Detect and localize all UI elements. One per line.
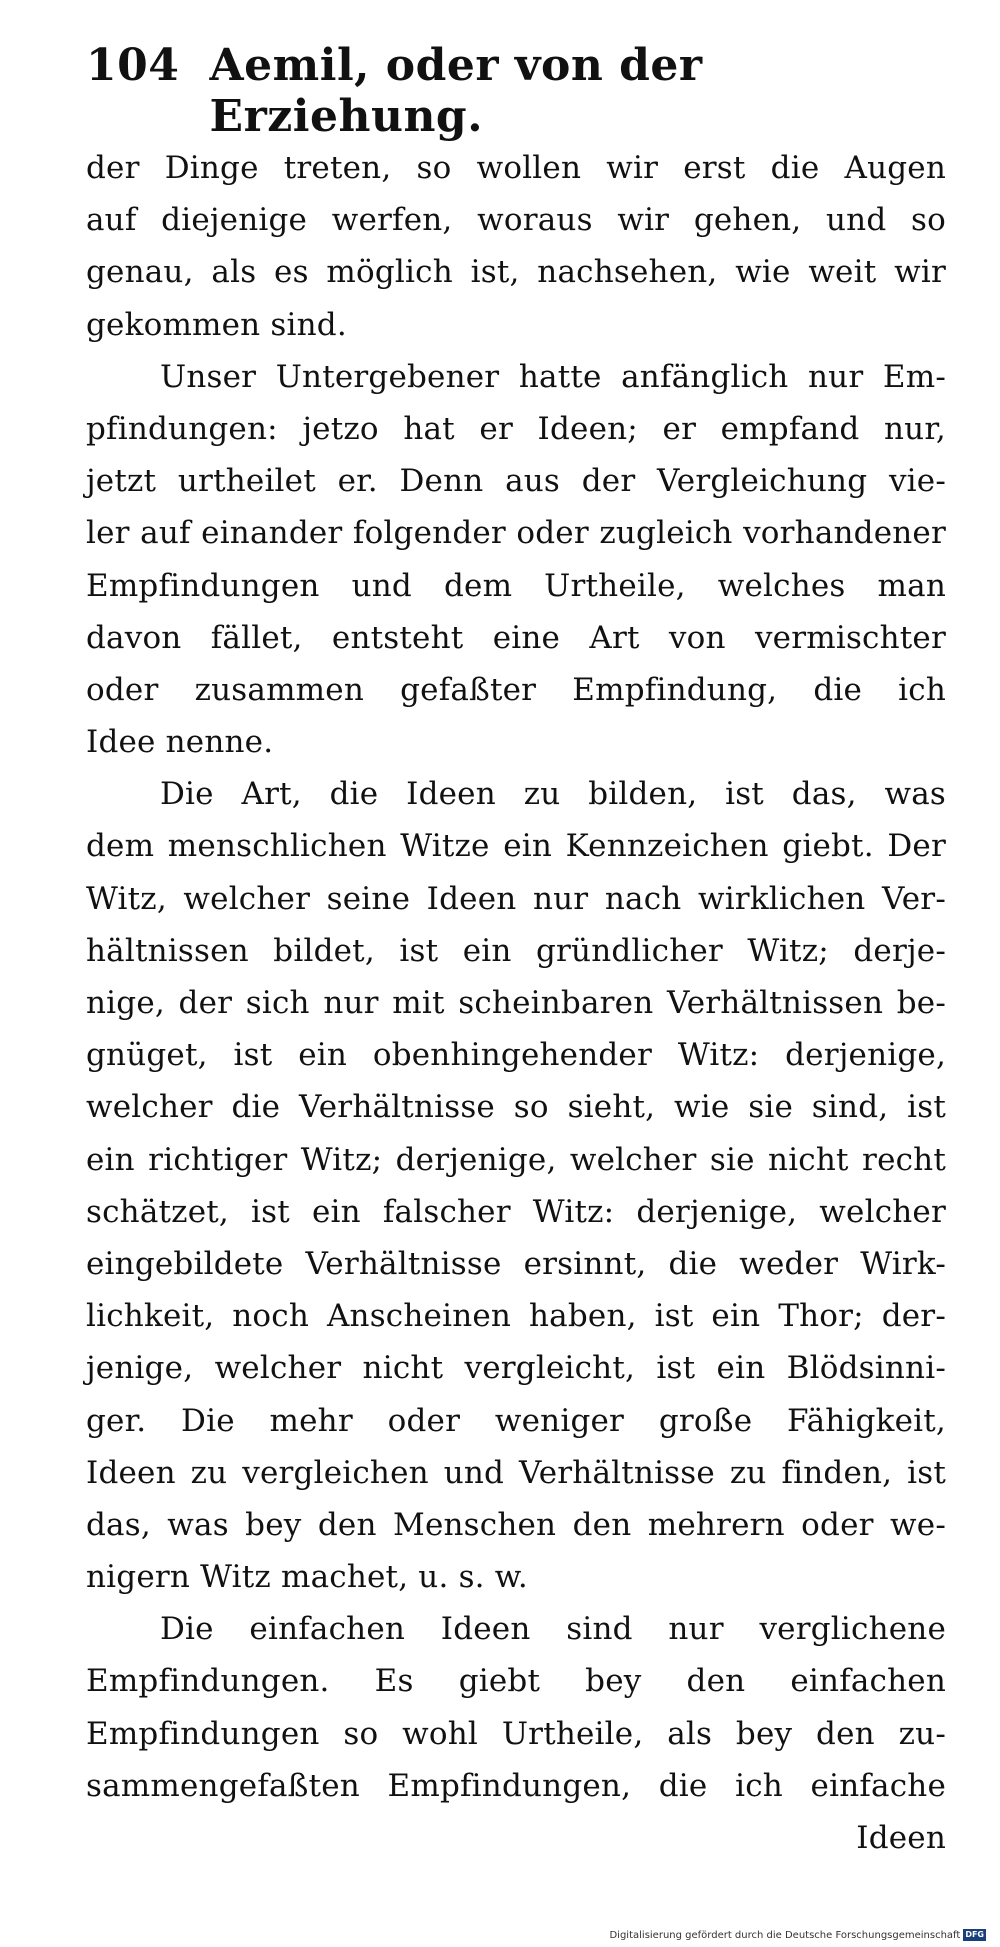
- digitization-footer: [609, 1929, 986, 1941]
- text-line: schätzet, ist ein falscher Witz: derjenige, welcher: [86, 1193, 946, 1230]
- text-line: genau, als es möglich ist, nachsehen, wie weit wir: [86, 254, 946, 291]
- text-line: Die einfachen Ideen sind nur verglichene: [160, 1611, 946, 1648]
- text-line: jenige, welcher nicht vergleicht, ist ein Blödsinni-: [86, 1350, 946, 1387]
- text-line: welcher die Verhältnisse so sieht, wie sie sind, ist: [86, 1089, 946, 1126]
- text-line: das, was bey den Menschen den mehrern oder we-: [86, 1506, 946, 1543]
- text-line: eingebildete Verhältnisse ersinnt, die weder Wirk-: [86, 1245, 946, 1282]
- body-text: [86, 142, 946, 1864]
- text-line: ger. Die mehr oder weniger große Fähigkeit,: [86, 1402, 946, 1439]
- text-line: dem menschlichen Witze ein Kennzeichen giebt. Der: [86, 828, 946, 865]
- text-line: ler auf einander folgender oder zugleich vorhandener: [86, 515, 946, 552]
- dfg-logo-icon: DFG: [965, 1930, 984, 1939]
- text-line: auf diejenige werfen, woraus wir gehen, und so: [86, 202, 946, 239]
- text-line: jetzt urtheilet er. Denn aus der Vergleichung vie-: [86, 463, 946, 500]
- text-line: nigern Witz machet, u. s. w.: [86, 1559, 528, 1596]
- text-line: Ideen: [856, 1820, 946, 1856]
- page-header: [86, 40, 946, 142]
- text-line: Empfindungen so wohl Urtheile, als bey den zu-: [86, 1715, 946, 1752]
- text-line: ein richtiger Witz; derjenige, welcher sie nicht recht: [86, 1141, 946, 1178]
- text-line: pfindungen: jetzo hat er Ideen; er empfand nur,: [86, 410, 946, 447]
- text-line: oder zusammen gefaßter Empfindung, die ich: [86, 671, 946, 708]
- text-line: lichkeit, noch Anscheinen haben, ist ein Thor; der-: [86, 1298, 946, 1335]
- text-line: Idee nenne.: [86, 724, 274, 761]
- text-line: Empfindungen und dem Urtheile, welches man: [86, 567, 946, 604]
- text-line: Unser Untergebener hatte anfänglich nur Em-: [160, 358, 946, 395]
- text-line: Empfindungen. Es giebt bey den einfachen: [86, 1663, 946, 1700]
- text-line: hältnissen bildet, ist ein gründlicher Witz; derje-: [86, 932, 946, 969]
- text-line: Ideen zu vergleichen und Verhältnisse zu finden, ist: [86, 1454, 946, 1491]
- text-line: sammengefaßten Empfindungen, die ich einfache: [86, 1767, 946, 1804]
- text-line: gekommen sind.: [86, 306, 347, 343]
- footer-credit: Digitalisierung gefördert durch die Deutsche Forschungsgemeinschaft: [609, 1929, 961, 1941]
- text-line: nige, der sich nur mit scheinbaren Verhältnissen be-: [86, 985, 946, 1021]
- text-line: Witz, welcher seine Ideen nur nach wirklichen Ver-: [86, 880, 946, 917]
- text-line: der Dinge treten, so wollen wir erst die Augen: [86, 150, 946, 186]
- text-line: gnüget, ist ein obenhingehender Witz: derjenige,: [86, 1037, 946, 1074]
- text-line: davon fället, entsteht eine Art von vermischter: [86, 619, 946, 656]
- running-title: Aemil, oder von der Erziehung.: [209, 40, 703, 142]
- page-number: 104: [86, 40, 180, 91]
- text-line: Die Art, die Ideen zu bilden, ist das, was: [160, 776, 946, 813]
